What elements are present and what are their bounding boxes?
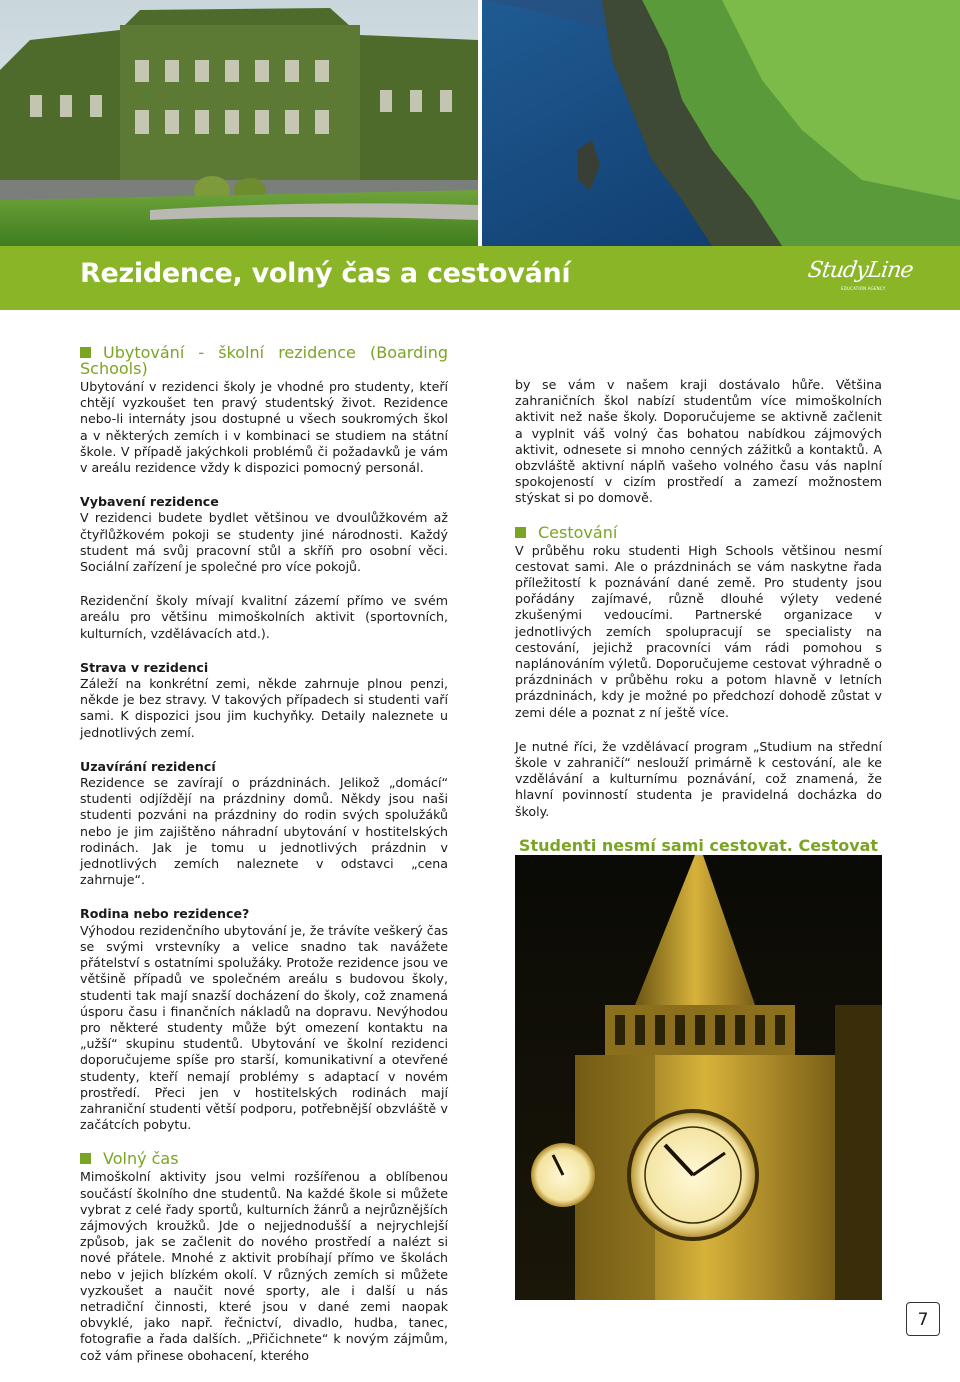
page-title: Rezidence, volný čas a cestování — [80, 258, 571, 289]
paragraph-cestovani: V průběhu roku studenti High Schools většinou nesmí cestovat sami. Ale o prázdninách se vám naskytne řada příležitostí k poznávání dané země. Pro studenty jsou pořádány zajímavé, různě dlouhé výlety vedené zkušenými vedoucími. Partnerské organizace v jednotlivých zemích spolupracují se specialisty na cestování, jejichž pracovníci vám rádi pomohou s naplánováním výletů. Doporučujeme cestovat výhradně o prázdninách v průběhu roku a potom hlavně v letních prázdninách, kdy je možné po předchozí dohodě zůstat v zemi déle a poznat z ní ještě více. — [515, 542, 882, 720]
square-bullet-icon — [80, 1153, 91, 1164]
residence-building-photo — [0, 0, 478, 246]
section-continued — [515, 377, 882, 507]
logo-subtitle: EDUCATION AGENCY — [841, 286, 886, 291]
section-strava — [80, 660, 448, 741]
section-heading-volny-cas — [80, 1151, 448, 1167]
paragraph-rodina: Výhodou rezidenčního ubytování je, že trávíte veškerý čas se svými vrstevníky a velice snadno tak navážete přátelství s ostatními spolužáky. Protože rezidence jsou ve většině případů ve společném areálu s budovou školy, studenti tak mají snazší docházení do školy, což znamená úsporu času i finančních nákladů na dopravu. Nevýhodou pro některé studenty může být omezení kontaktu na „užší“ skupinu studentů. Ubytování ve školní rezidenci doporučujeme spíše pro starší, komunikativní a otevřené studenty, kteří nemají problémy s adaptací v novém prostředí. Přeci jen v hostitelských rodinách mají zahraniční studenti větší podporu, potřebnější obzvláště v začátcích pobytu. — [80, 922, 448, 1133]
paragraph-strava: Záleží na konkrétní zemi, někde zahrnuje plnou penzi, někde je bez stravy. V takových případech si studenti vaří sami. K dispozici jsou jim kuchyňky. Detaily naleznete u jednotlivých zemí. — [80, 676, 448, 740]
section-cestovani — [515, 522, 882, 721]
heading-text: Volný čas — [103, 1149, 179, 1169]
heading-text: Ubytování - školní rezidence (Boarding Schools) — [80, 343, 448, 378]
cliffs-photo — [482, 0, 960, 246]
section-rodina — [80, 906, 448, 1133]
big-ben-photo — [515, 855, 882, 1300]
subheading-vybaveni: Vybavení rezidence — [80, 494, 219, 510]
subheading-strava: Strava v rezidenci — [80, 659, 209, 675]
paragraph-ubytovani: Ubytování v rezidenci školy je vhodné pro studenty, kteří chtějí vyzkoušet ten pravý studentský život. Rezidence nebo-li internáty jsou dostupné u všech soukromých škol a v některých zemích i v kombinaci se studiem na státní škole. V případě jakýchkoli problémů či požadavků je vám v areálu rezidence vždy k dispozici pomocný personál. — [80, 379, 448, 476]
right-column — [515, 377, 882, 904]
paragraph-aktivity: Rezidenční školy mívají kvalitní zázemí přímo ve svém areálu pro většinu mimoškolních aktivit (sportovních, kulturních, vzdělávacích atd.). — [80, 593, 448, 641]
section-vybaveni — [80, 494, 448, 575]
section-heading-cestovani — [515, 522, 882, 542]
section-ubytovani — [80, 345, 448, 476]
callout-text: Studenti nesmí sami cestovat. Cestovat — [518, 835, 879, 855]
paragraph-uzavirani: Rezidence se zavírají o prázdninách. Jelikož „domácí“ studenti odjíždějí na prázdniny domů. Někdy jsou naši studenti pozváni na prázdniny do rodin svých spolužáků nebo je jim zajištěno náhradní ubytování v hostitelských rodinách. Jak je tomu u jednotlivých prázdnin v jednotlivých zemích naleznete v odstavci „cena zahrnuje“. — [80, 775, 448, 888]
title-banner — [0, 246, 960, 310]
section-uzavirani — [80, 759, 448, 889]
paragraph-continued: by se vám v našem kraji dostávalo hůře. Většina zahraničních škol nabízí studentům více mimoškolních aktivit než naše školy. Doporučujeme se aktivně začlenit a vyplnit váš volný čas bohatou nabídkou zájmových aktivit, odnesete si mnoho cenných zážitků a kontaktů. A obzvláště aktivní náplň vašeho volného času vás naplní spokojeností v cizím prostředí a zamezí možnostem stýskat si po domově. — [515, 377, 882, 506]
section-aktivity — [80, 593, 448, 642]
section-program — [515, 739, 882, 820]
subheading-rodina: Rodina nebo rezidence? — [80, 906, 250, 922]
page-number: 7 — [906, 1302, 940, 1336]
section-heading-ubytovani — [80, 345, 448, 377]
studyline-logo — [806, 256, 915, 300]
subheading-uzavirani: Uzavírání rezidencí — [80, 758, 216, 774]
heading-text: Cestování — [538, 522, 618, 542]
logo-text: StudyLine — [806, 258, 915, 283]
paragraph-vybaveni: V rezidenci budete bydlet většinou ve dvoulůžkovém až čtyřlůžkovém pokoji se studenty jiné národnosti. Každý student má svůj pracovní stůl a skříň pro osobní věci. Sociální zařízení je společné pro více pokojů. — [80, 510, 448, 575]
section-volny-cas — [80, 1151, 448, 1363]
square-bullet-icon — [80, 347, 91, 358]
paragraph-volny-cas: Mimoškolní aktivity jsou velmi rozšířenou a oblíbenou součástí školního dne studentů. Na každé škole si můžete vybrat z celé řady sportů, kulturních žánrů a nejrůznějších zájmových kroužků. Jde o nejjednodušší a nejrychlejší způsob, jak se začlenit do nového prostředí a nalézt si nové přátele. Mnohé z aktivit probíhají přímo ve školách nebo v jejich blízkém okolí. V různých zemích si můžete vyzkoušet a naučit nové sporty, ale i další u nás netradiční činnosti, které jsou v dané zemi naopak obvyklé, jako např. řečnictví, divadlo, hudba, tanec, fotografie a řada dalších. „Přičichnete“ k novým zájmům, což vám přinese obohacení, kterého — [80, 1169, 448, 1363]
paragraph-program: Je nutné říci, že vzdělávací program „Studium na střední škole v zahraničí“ neslouží primárně k cestování, ale ke vzdělávání a kulturnímu poznávání, což znamená, že hlavní povinností studenta je pravidelná docházka do školy. — [515, 738, 882, 819]
left-column — [80, 345, 448, 1382]
square-bullet-icon — [515, 527, 526, 538]
